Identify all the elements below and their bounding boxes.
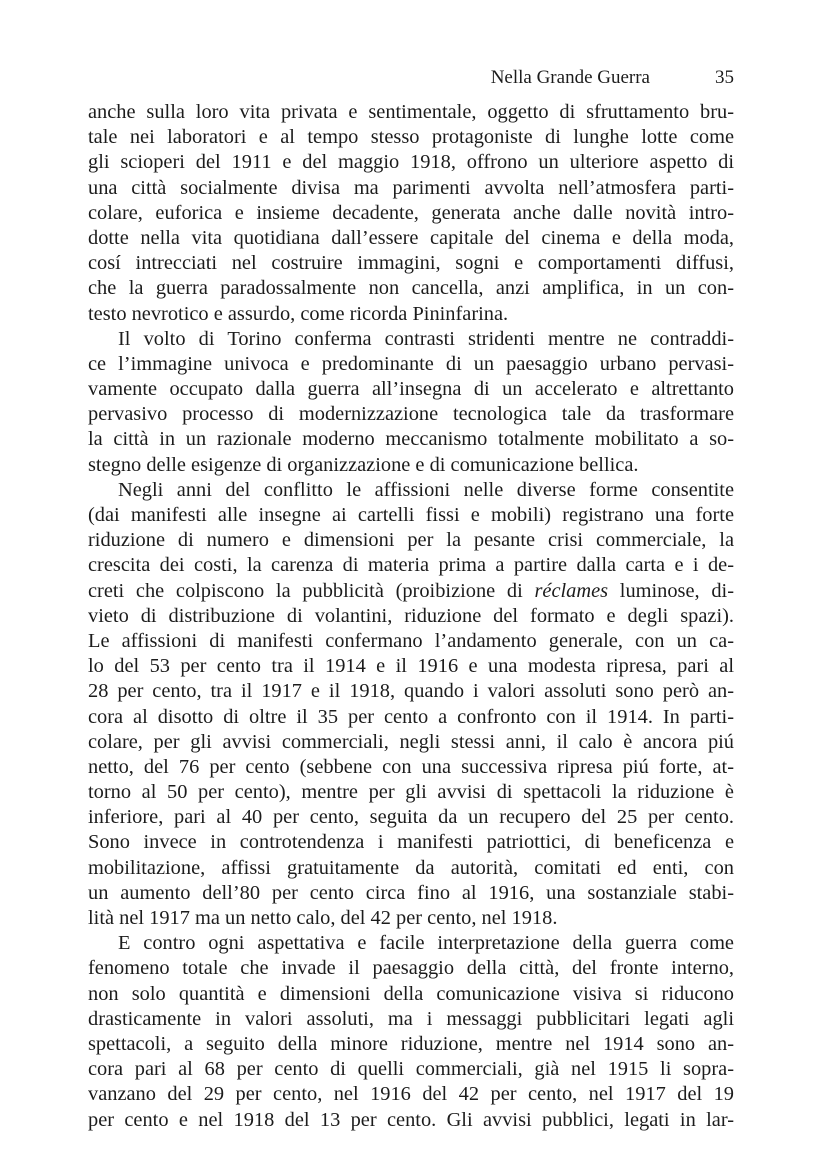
body-text bbox=[88, 100, 734, 1133]
text-line: (dai manifesti alle insegne ai cartelli fissi e mobili) registrano una forte bbox=[88, 504, 734, 526]
paragraph-3 bbox=[88, 478, 734, 931]
page-number: 35 bbox=[715, 67, 734, 88]
text-line: una città socialmente divisa ma parimenti avvolta nell’atmosfera parti- bbox=[88, 176, 734, 199]
text-line: ce l’immagine univoca e predominante di un paesaggio urbano pervasi- bbox=[88, 352, 734, 375]
text-line: cora pari al 68 per cento di quelli commerciali, già nel 1915 li sopra- bbox=[88, 1058, 734, 1081]
text-line: tale nei laboratori e al tempo stesso protagoniste di lunghe lotte come bbox=[88, 126, 734, 149]
text-line: dotte nella vita quotidiana dall’essere capitale del cinema e della moda, bbox=[88, 226, 734, 249]
text-line: un aumento dell’80 per cento circa fino al 1916, una sostanziale stabi- bbox=[88, 881, 734, 904]
text-line: cosí intrecciati nel costruire immagini, sogni e comportamenti diffusi, bbox=[88, 252, 734, 275]
text-line: spettacoli, a seguito della minore riduzione, mentre nel 1914 sono an- bbox=[88, 1032, 734, 1055]
text-line: non solo quantità e dimensioni della comunicazione visiva si riducono bbox=[88, 982, 734, 1005]
text-line: anche sulla loro vita privata e sentimentale, oggetto di sfruttamento bru- bbox=[88, 101, 734, 123]
text-line: vamente occupato dalla guerra all’insegna di un accelerato e altrettanto bbox=[88, 378, 734, 401]
text-line: colare, per gli avvisi commerciali, negli stessi anni, il calo è ancora piú bbox=[88, 730, 734, 753]
text-line: Negli anni del conflitto le affissioni nelle diverse forme consentite bbox=[118, 478, 734, 501]
text-line: la città in un razionale moderno meccanismo totalmente mobilitato a so- bbox=[88, 428, 734, 451]
italic-term: réclames bbox=[534, 579, 609, 602]
text-line: che la guerra paradossalmente non cancella, anzi amplifica, in un con- bbox=[88, 277, 734, 300]
text-line: inferiore, pari al 40 per cento, seguita da un recupero del 25 per cento. bbox=[88, 806, 734, 829]
text-line: Sono invece in controtendenza i manifesti patriottici, di beneficenza e bbox=[88, 831, 734, 854]
text-line: vieto di distribuzione di volantini, riduzione del formato e degli spazi). bbox=[88, 604, 734, 627]
text-line: creti che colpiscono la pubblicità (proibizione di réclames luminose, di- bbox=[88, 579, 734, 602]
text-line: pervasivo processo di modernizzazione tecnologica tale da trasformare bbox=[88, 403, 734, 426]
text-line: crescita dei costi, la carenza di materia prima a partire dalla carta e i de- bbox=[88, 554, 734, 577]
text-line: cora al disotto di oltre il 35 per cento a confronto con il 1914. In parti- bbox=[88, 705, 734, 728]
running-title: Nella Grande Guerra bbox=[490, 67, 650, 88]
text-line: Il volto di Torino conferma contrasti stridenti mentre ne contraddi- bbox=[118, 327, 734, 350]
paragraph-4 bbox=[88, 931, 734, 1133]
text-line: Le affissioni di manifesti confermano l’andamento generale, con un ca- bbox=[88, 629, 734, 652]
text-line: netto, del 76 per cento (sebbene con una successiva ripresa piú forte, at- bbox=[88, 755, 734, 778]
text-line: colare, euforica e insieme decadente, generata anche dalle novità intro- bbox=[88, 201, 734, 224]
text-line: lità nel 1917 ma un netto calo, del 42 per cento, nel 1918. bbox=[88, 907, 558, 929]
text-line: testo nevrotico e assurdo, come ricorda Pininfarina. bbox=[88, 302, 509, 325]
text-line: vanzano del 29 per cento, nel 1916 del 42 per cento, nel 1917 del 19 bbox=[88, 1083, 734, 1106]
text-line: E contro ogni aspettativa e facile interpretazione della guerra come bbox=[118, 932, 734, 955]
paragraph-2 bbox=[88, 327, 734, 478]
text-line: drasticamente in valori assoluti, ma i messaggi pubblicitari legati agli bbox=[88, 1007, 734, 1030]
text-line: mobilitazione, affissi gratuitamente da autorità, comitati ed enti, con bbox=[88, 856, 734, 879]
text-line: 28 per cento, tra il 1917 e il 1918, quando i valori assoluti sono però an- bbox=[88, 680, 734, 703]
text-line: torno al 50 per cento), mentre per gli avvisi di spettacoli la riduzione è bbox=[88, 781, 734, 804]
paragraph-1 bbox=[88, 100, 734, 327]
text-line: per cento e nel 1918 del 13 per cento. Gli avvisi pubblici, legati in lar- bbox=[88, 1108, 734, 1131]
text-line: gli scioperi del 1911 e del maggio 1918, offrono un ulteriore aspetto di bbox=[88, 151, 734, 174]
text-line: riduzione di numero e dimensioni per la pesante crisi commerciale, la bbox=[88, 529, 734, 552]
running-header bbox=[88, 64, 734, 92]
text-line: fenomeno totale che invade il paesaggio della città, del fronte interno, bbox=[88, 957, 734, 980]
text-line: lo del 53 per cento tra il 1914 e il 1916 e una modesta ripresa, pari al bbox=[88, 655, 734, 678]
text-line: stegno delle esigenze di organizzazione e di comunicazione bellica. bbox=[88, 453, 639, 476]
